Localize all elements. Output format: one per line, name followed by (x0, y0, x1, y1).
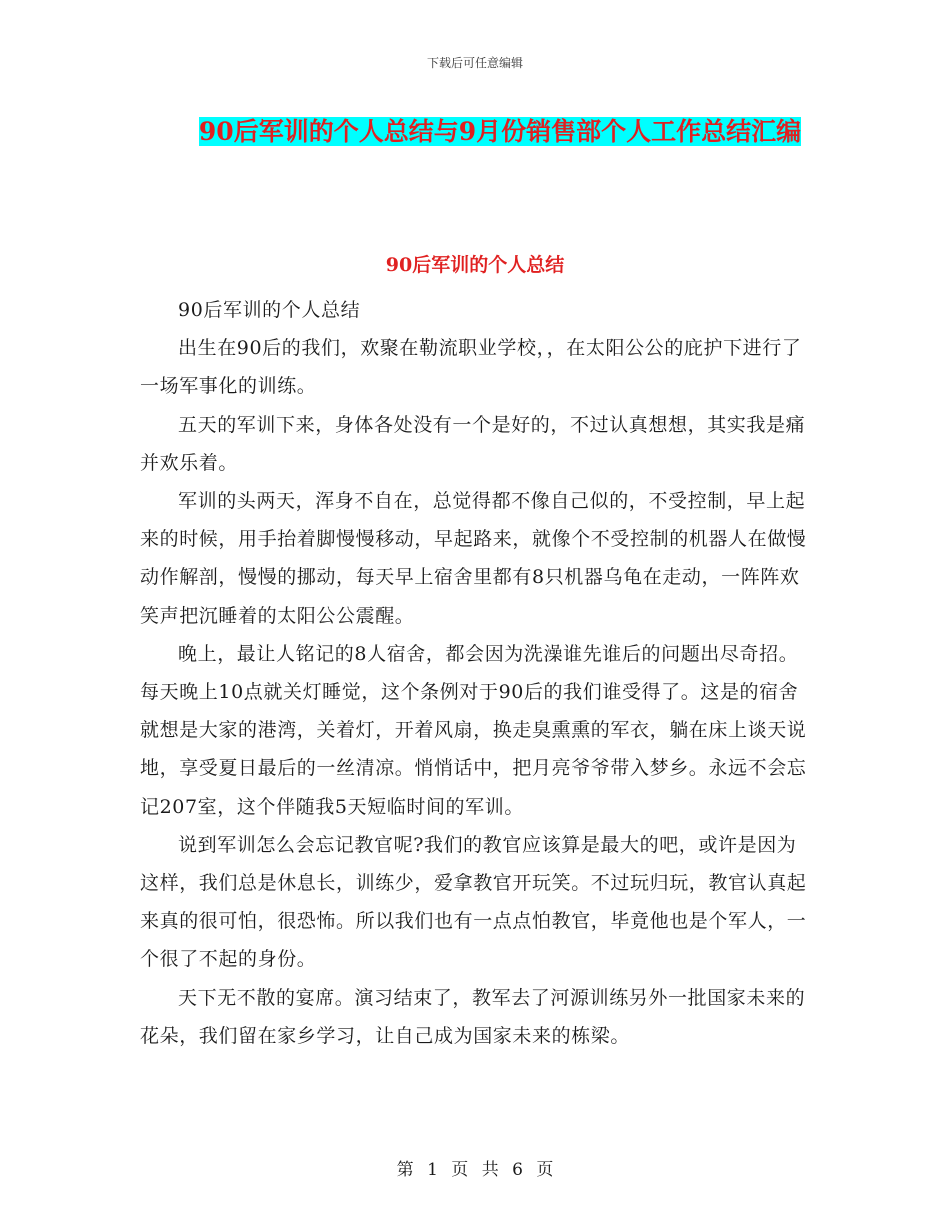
paragraph: 军训的头两天，浑身不自在，总觉得都不像自己似的，不受控制，早上起来的时候，用手抬着脚慢慢移动，早起路来，就像个不受控制的机器人在做慢动作解剖，慢慢的挪动，每天早上宿舍里都有8只机器乌龟在走动，一阵阵欢笑声把沉睡着的太阳公公震醒。 (140, 490, 807, 627)
paragraph: 90后军训的个人总结 (178, 299, 361, 321)
document-title (190, 110, 810, 154)
paragraph: 晚上，最让人铭记的8人宿舍，都会因为洗澡谁先谁后的问题出尽奇招。每天晚上10点就关灯睡觉，这个条例对于90后的我们谁受得了。这是的宿舍就想是大家的港湾，关着灯，开着风扇，换走臭熏熏的军衣，躺在床上谈天说地，享受夏日最后的一丝清凉。悄悄话中，把月亮爷爷带入梦乡。永远不会忘记207室，这个伴随我5天短临时间的军训。 (140, 642, 807, 818)
page-indicator: 第 1 页 共 6 页 (396, 1160, 554, 1180)
header-note: 下载后可任意编辑 (426, 56, 523, 70)
section-heading: 90后军训的个人总结 (385, 254, 565, 276)
paragraph: 五天的军训下来，身体各处没有一个是好的，不过认真想想，其实我是痛并欢乐着。 (140, 413, 806, 474)
paragraph: 出生在90后的我们，欢聚在勒流职业学校，，在太阳公公的庇护下进行了一场军事化的训练。 (140, 337, 802, 398)
document-body (140, 291, 812, 1055)
paragraph: 说到军训怎么会忘记教官呢?我们的教官应该算是最大的吧，或许是因为这样，我们总是休息长，训练少，爱拿教官开玩笑。不过玩归玩，教官认真起来真的很可怕，很恐怖。所以我们也有一点点怕教官，毕竟他也是个军人，一个很了不起的身份。 (140, 833, 807, 971)
document-title-text: 90后军训的个人总结与9月份销售部个人工作总结汇编 (198, 117, 802, 146)
paragraph: 天下无不散的宴席。演习结束了，教军去了河源训练另外一批国家未来的花朵，我们留在家乡学习，让自己成为国家未来的栋梁。 (140, 986, 806, 1047)
